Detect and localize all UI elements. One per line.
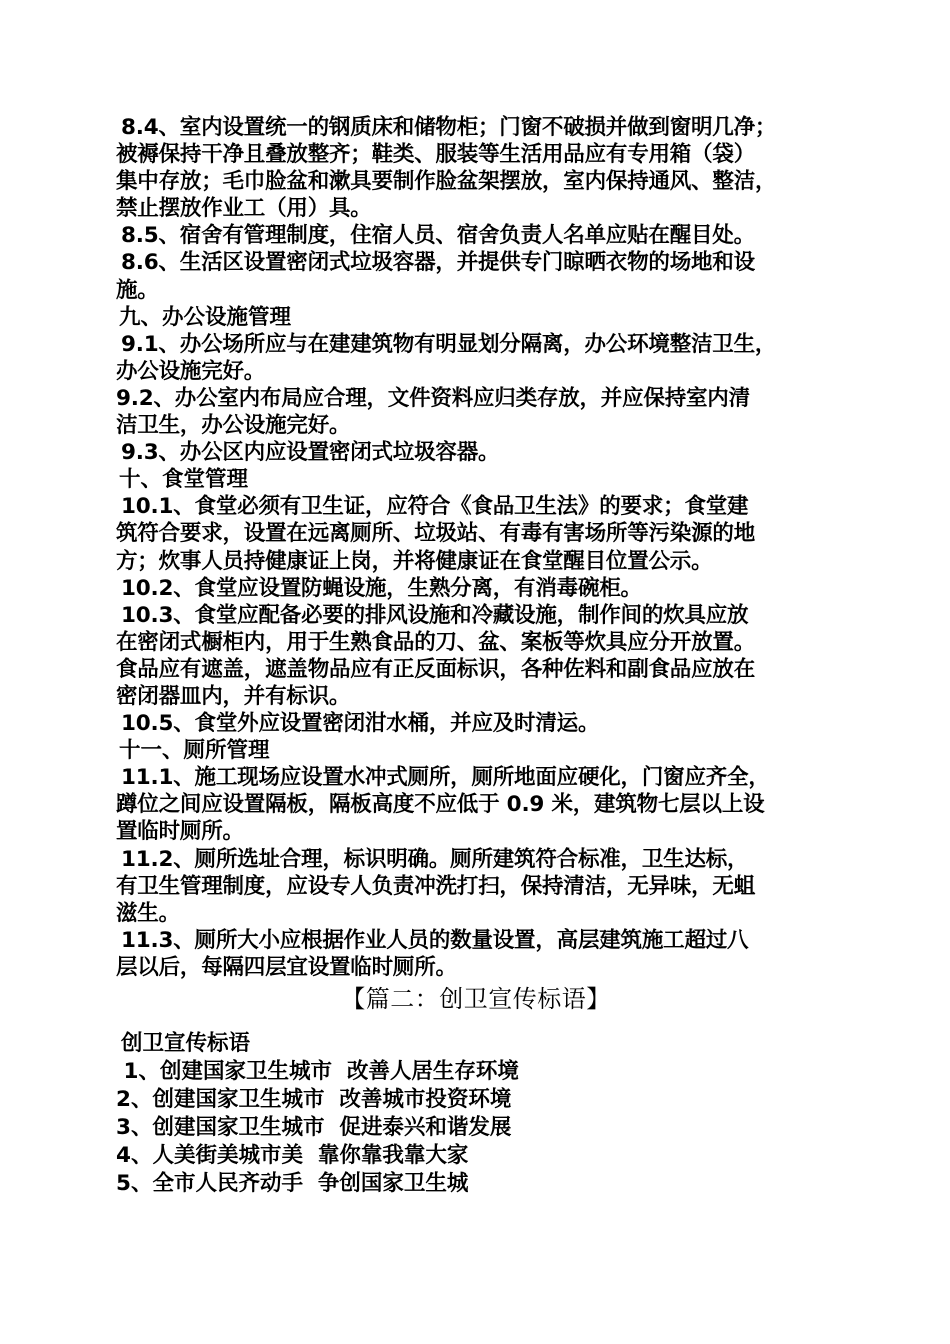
paragraph-10-5: 10.5、食堂外应设置密闭泔水桶，并应及时清运。 xyxy=(121,711,600,737)
paragraph-9-2: 9.2、办公室内布局应合理，文件资料应归类存放，并应保持室内清 洁卫生，办公设施完好。 xyxy=(116,385,750,439)
paragraph-11-2: 11.2、厕所选址合理，标识明确。厕所建筑符合标准，卫生达标， 有卫生管理制度，应设专人负责冲洗打扫，保持清洁，无异味，无蛆 滋生。 xyxy=(116,846,756,926)
slogan-heading: 创卫宣传标语 xyxy=(121,1031,251,1056)
heading-canteen: 十、食堂管理 xyxy=(119,467,249,493)
paragraph-10-2: 10.2、食堂应设置防蝇设施，生熟分离，有消毒碗柜。 xyxy=(121,575,642,601)
paragraph-10-1: 10.1、食堂必须有卫生证，应符合《食品卫生法》的要求；食堂建 筑符合要求，设置在远离厕所、垃圾站、有毒有害场所等污染源的地 方；炊事人员持健康证上岗，并将健康证在食堂醒目位置公示。 xyxy=(116,494,756,574)
slogan-item: 1、创建国家卫生城市 改善人居生存环境 xyxy=(116,1058,519,1084)
paragraph-10-3: 10.3、食堂应配备必要的排风设施和冷藏设施，制作间的炊具应放 在密闭式橱柜内，用于生熟食品的刀、盆、案板等炊具应分开放置。 食品应有遮盖，遮盖物品应有正反面标识，各种佐料和副食品应放在 密闭器皿内，并有标识。 xyxy=(116,602,756,709)
section-2-title: 【篇二：创卫宣传标语】 xyxy=(341,985,611,1013)
paragraph-8-6: 8.6、生活区设置密闭式垃圾容器，并提供专门晾晒衣物的场地和设 施。 xyxy=(116,250,755,303)
slogan-item: 5、全市人民齐动手 争创国家卫生城 xyxy=(116,1170,469,1196)
paragraph-11-3: 11.3、厕所大小应根据作业人员的数量设置，高层建筑施工超过八 层以后，每隔四层宜设置临时厕所。 xyxy=(116,927,749,980)
slogan-list xyxy=(116,1030,836,1198)
paragraph-8-4: 8.4、室内设置统一的钢质床和储物柜；门窗不破损并做到窗明几净； 被褥保持干净且叠放整齐；鞋类、服装等生活用品应有专用箱（袋） 集中存放；毛巾脸盆和漱具要制作脸盆架摆放，室内保持通风、整洁， 禁止摆放作业工（用）具。 xyxy=(116,115,777,222)
paragraph-9-3: 9.3、办公区内应设置密闭式垃圾容器。 xyxy=(121,440,500,466)
slogan-item: 3、创建国家卫生城市 促进泰兴和谐发展 xyxy=(116,1114,512,1140)
paragraph-8-5: 8.5、宿舍有管理制度，住宿人员、宿舍负责人名单应贴在醒目处。 xyxy=(121,223,755,249)
paragraph-11-1: 11.1、施工现场应设置水冲式厕所，厕所地面应硬化，门窗应齐全， 蹲位之间应设置隔板，隔板高度不应低于 0.9 米，建筑物七层以上设 置临时厕所。 xyxy=(116,765,770,845)
heading-office-facilities: 九、办公设施管理 xyxy=(119,304,292,330)
slogan-item: 4、人美街美城市美 靠你靠我靠大家 xyxy=(116,1142,469,1168)
slogan-item: 2、创建国家卫生城市 改善城市投资环境 xyxy=(116,1086,512,1112)
document-page xyxy=(116,114,836,1198)
paragraph-9-1: 9.1、办公场所应与在建建筑物有明显划分隔离，办公环境整洁卫生， 办公设施完好。 xyxy=(116,331,777,384)
section-1-body xyxy=(116,114,836,981)
heading-toilet: 十一、厕所管理 xyxy=(119,738,270,764)
